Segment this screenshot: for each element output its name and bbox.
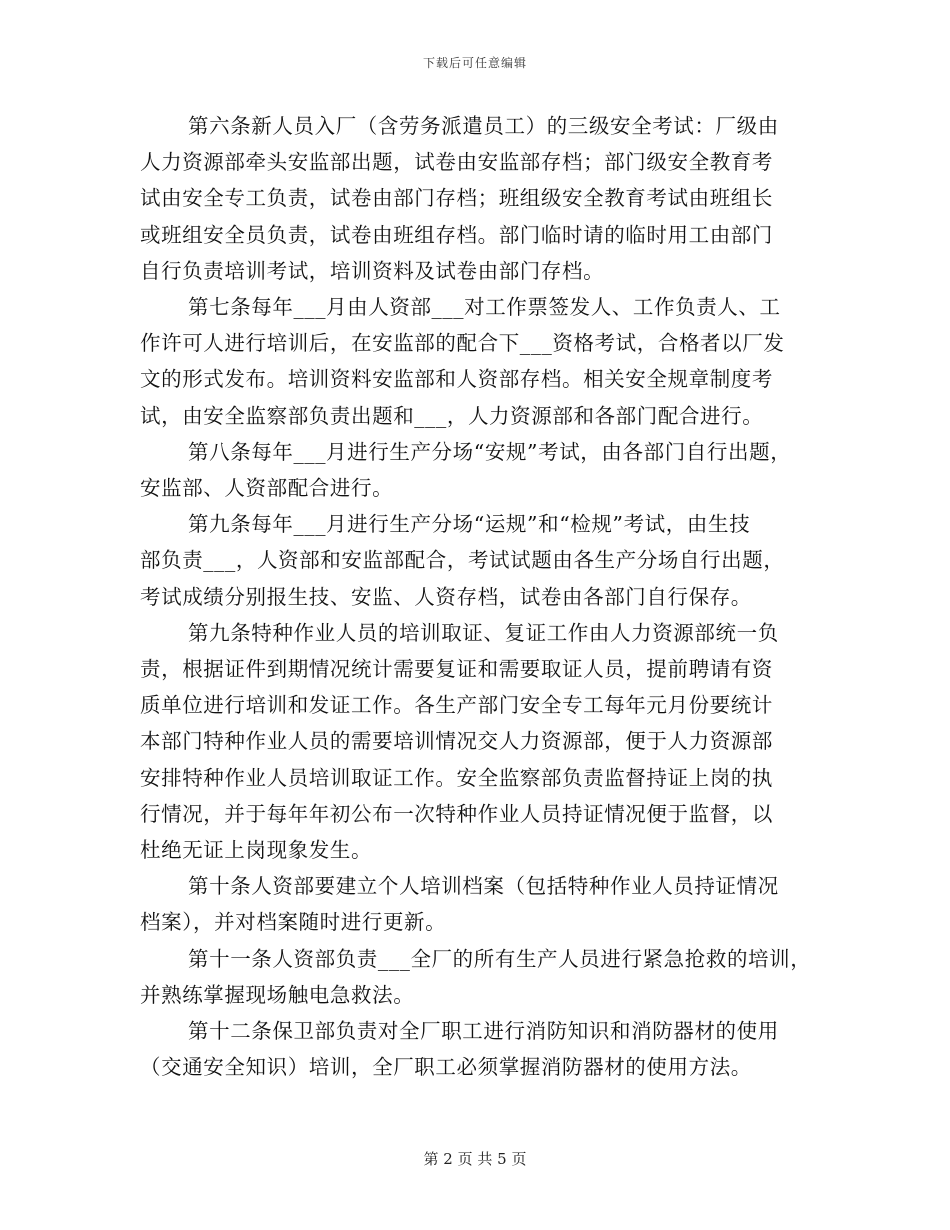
document-body bbox=[140, 108, 812, 1085]
paragraph-line: 自行负责培训考试，培训资料及试卷由部门存档。 bbox=[140, 258, 605, 283]
paragraph-line: 责，根据证件到期情况统计需要复证和需要取证人员，提前聘请有资 bbox=[140, 657, 773, 682]
paragraph-line: 第七条每年___月由人资部___对工作票签发人、工作负责人、工 bbox=[188, 295, 781, 320]
paragraph-line: 第八条每年___月进行生产分场“安规”考试，由各部门自行出题， bbox=[188, 439, 792, 464]
paragraph-line: 人力资源部牵头安监部出题，试卷由安监部存档；部门级安全教育考 bbox=[140, 150, 773, 175]
paragraph-line: 第十条人资部要建立个人培训档案（包括特种作业人员持证情况 bbox=[188, 874, 779, 899]
paragraph-line: 试，由安全监察部负责出题和___，人力资源部和各部门配合进行。 bbox=[140, 403, 764, 428]
paragraph-line: 第九条特种作业人员的培训取证、复证工作由人力资源部统一负 bbox=[188, 620, 779, 645]
paragraph-line: 作许可人进行培训后，在安监部的配合下___资格考试，合格者以厂发 bbox=[140, 331, 785, 356]
paragraph bbox=[140, 289, 812, 434]
paragraph-line: 文的形式发布。培训资料安监部和人资部存档。相关安全规章制度考 bbox=[140, 367, 773, 392]
paragraph-line: 质单位进行培训和发证工作。各生产部门安全专工每年元月份要统计 bbox=[140, 693, 773, 718]
paragraph bbox=[140, 615, 812, 868]
paragraph-line: （交通安全知识）培训，全厂职工必须掌握消防器材的使用方法。 bbox=[140, 1055, 752, 1080]
paragraph-line: 第六条新人员入厂（含劳务派遣员工）的三级安全考试：厂级由 bbox=[188, 114, 779, 138]
paragraph bbox=[140, 108, 812, 289]
paragraph bbox=[140, 941, 812, 1013]
paragraph-line: 并熟练掌握现场触电急救法。 bbox=[140, 982, 415, 1007]
paragraph-line: 考试成绩分别报生技、安监、人资存档，试卷由各部门自行保存。 bbox=[140, 584, 752, 609]
paragraph-line: 部负责___，人资部和安监部配合，考试试题由各生产分场自行出题， bbox=[140, 548, 785, 573]
page-number: 第 2 页 共 5 页 bbox=[423, 1150, 527, 1168]
paragraph-line: 安监部、人资部配合进行。 bbox=[140, 476, 394, 501]
paragraph-line: 第十一条人资部负责___全厂的所有生产人员进行紧急抢救的培训， bbox=[188, 946, 812, 971]
paragraph-line: 行情况，并于每年年初公布一次特种作业人员持证情况便于监督，以 bbox=[140, 801, 773, 826]
paragraph-line: 档案），并对档案随时进行更新。 bbox=[140, 910, 447, 935]
paragraph bbox=[140, 434, 812, 506]
paragraph bbox=[140, 506, 812, 615]
paragraph-line: 试由安全专工负责，试卷由部门存档；班组级安全教育考试由班组长 bbox=[140, 186, 773, 211]
paragraph-line: 第九条每年___月进行生产分场“运规”和“检规”考试，由生技 bbox=[188, 512, 751, 537]
paragraph-line: 安排特种作业人员培训取证工作。安全监察部负责监督持证上岗的执 bbox=[140, 765, 773, 790]
page-header: 下载后可任意编辑 bbox=[422, 56, 527, 70]
paragraph bbox=[140, 868, 812, 940]
paragraph-line: 本部门特种作业人员的需要培训情况交人力资源部，便于人力资源部 bbox=[140, 729, 773, 754]
paragraph bbox=[140, 1013, 812, 1085]
paragraph-line: 第十二条保卫部负责对全厂职工进行消防知识和消防器材的使用 bbox=[188, 1019, 779, 1044]
paragraph-line: 杜绝无证上岗现象发生。 bbox=[140, 838, 373, 863]
paragraph-line: 或班组安全员负责，试卷由班组存档。部门临时请的临时用工由部门 bbox=[140, 222, 773, 247]
